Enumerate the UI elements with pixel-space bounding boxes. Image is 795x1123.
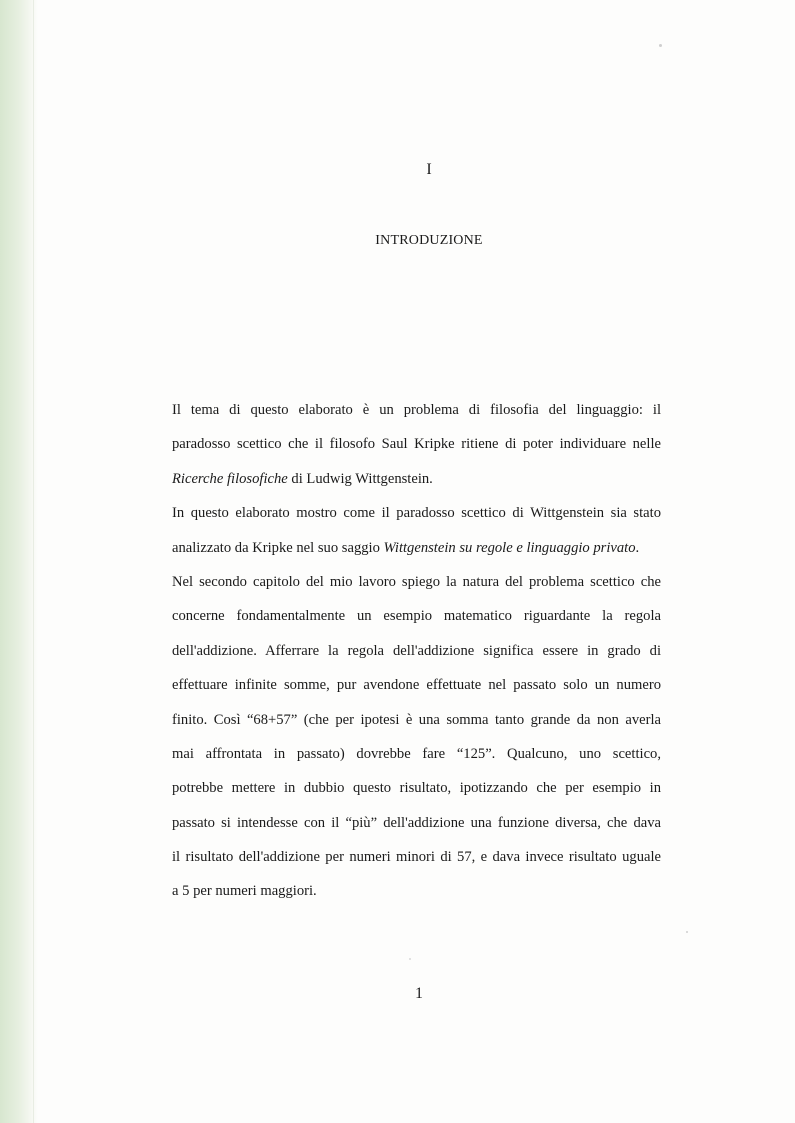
page-number: 1 xyxy=(415,985,423,1002)
text-span: di Ludwig Wittgenstein. xyxy=(287,470,433,487)
chapter-title: INTRODUZIONE xyxy=(375,233,483,248)
text-line: paradosso scettico che il filosofo Saul Kripke ritiene di poter individuare nelle xyxy=(172,436,661,453)
text-line xyxy=(172,531,661,565)
text-line xyxy=(172,462,661,496)
text-line: Nel secondo capitolo del mio lavoro spiego la natura del problema scettico che xyxy=(172,573,661,590)
text-line: concerne fondamentalmente un esempio matematico riguardante la regola xyxy=(172,608,661,625)
scan-speck xyxy=(659,44,662,47)
text-line: dell'addizione. Afferrare la regola dell'addizione significa essere in grado di xyxy=(172,642,661,659)
text-line: effettuare infinite somme, pur avendone effettuate nel passato solo un numero xyxy=(172,677,661,694)
text-line: finito. Così “68+57” (che per ipotesi è una somma tanto grande da non averla xyxy=(172,711,661,728)
chapter-number: I xyxy=(426,161,432,178)
book-title-kripke: Wittgenstein su regole e linguaggio privato xyxy=(383,539,636,556)
text-line: potrebbe mettere in dubbio questo risultato, ipotizzando che per esempio in xyxy=(172,780,661,797)
text-span: analizzato da Kripke nel suo saggio xyxy=(172,539,384,556)
scan-speck xyxy=(686,931,688,933)
text-line: a 5 per numeri maggiori. xyxy=(172,883,317,900)
text-line: Il tema di questo elaborato è un problema di filosofia del linguaggio: il xyxy=(172,402,661,418)
text-line: mai affrontata in passato) dovrebbe fare “125”. Qualcuno, uno scettico, xyxy=(172,745,661,762)
book-title-ricerche: Ricerche filosofiche xyxy=(172,470,288,487)
text-span: . xyxy=(635,539,640,556)
scan-speck xyxy=(409,958,411,960)
text-line: il risultato dell'addizione per numeri minori di 57, e dava invece risultato uguale xyxy=(172,849,661,866)
body-text xyxy=(172,393,661,909)
text-line: In questo elaborato mostro come il paradosso scettico di Wittgenstein sia stato xyxy=(172,505,661,522)
text-line: passato si intendesse con il “più” dell'addizione una funzione diversa, che dava xyxy=(172,814,661,831)
